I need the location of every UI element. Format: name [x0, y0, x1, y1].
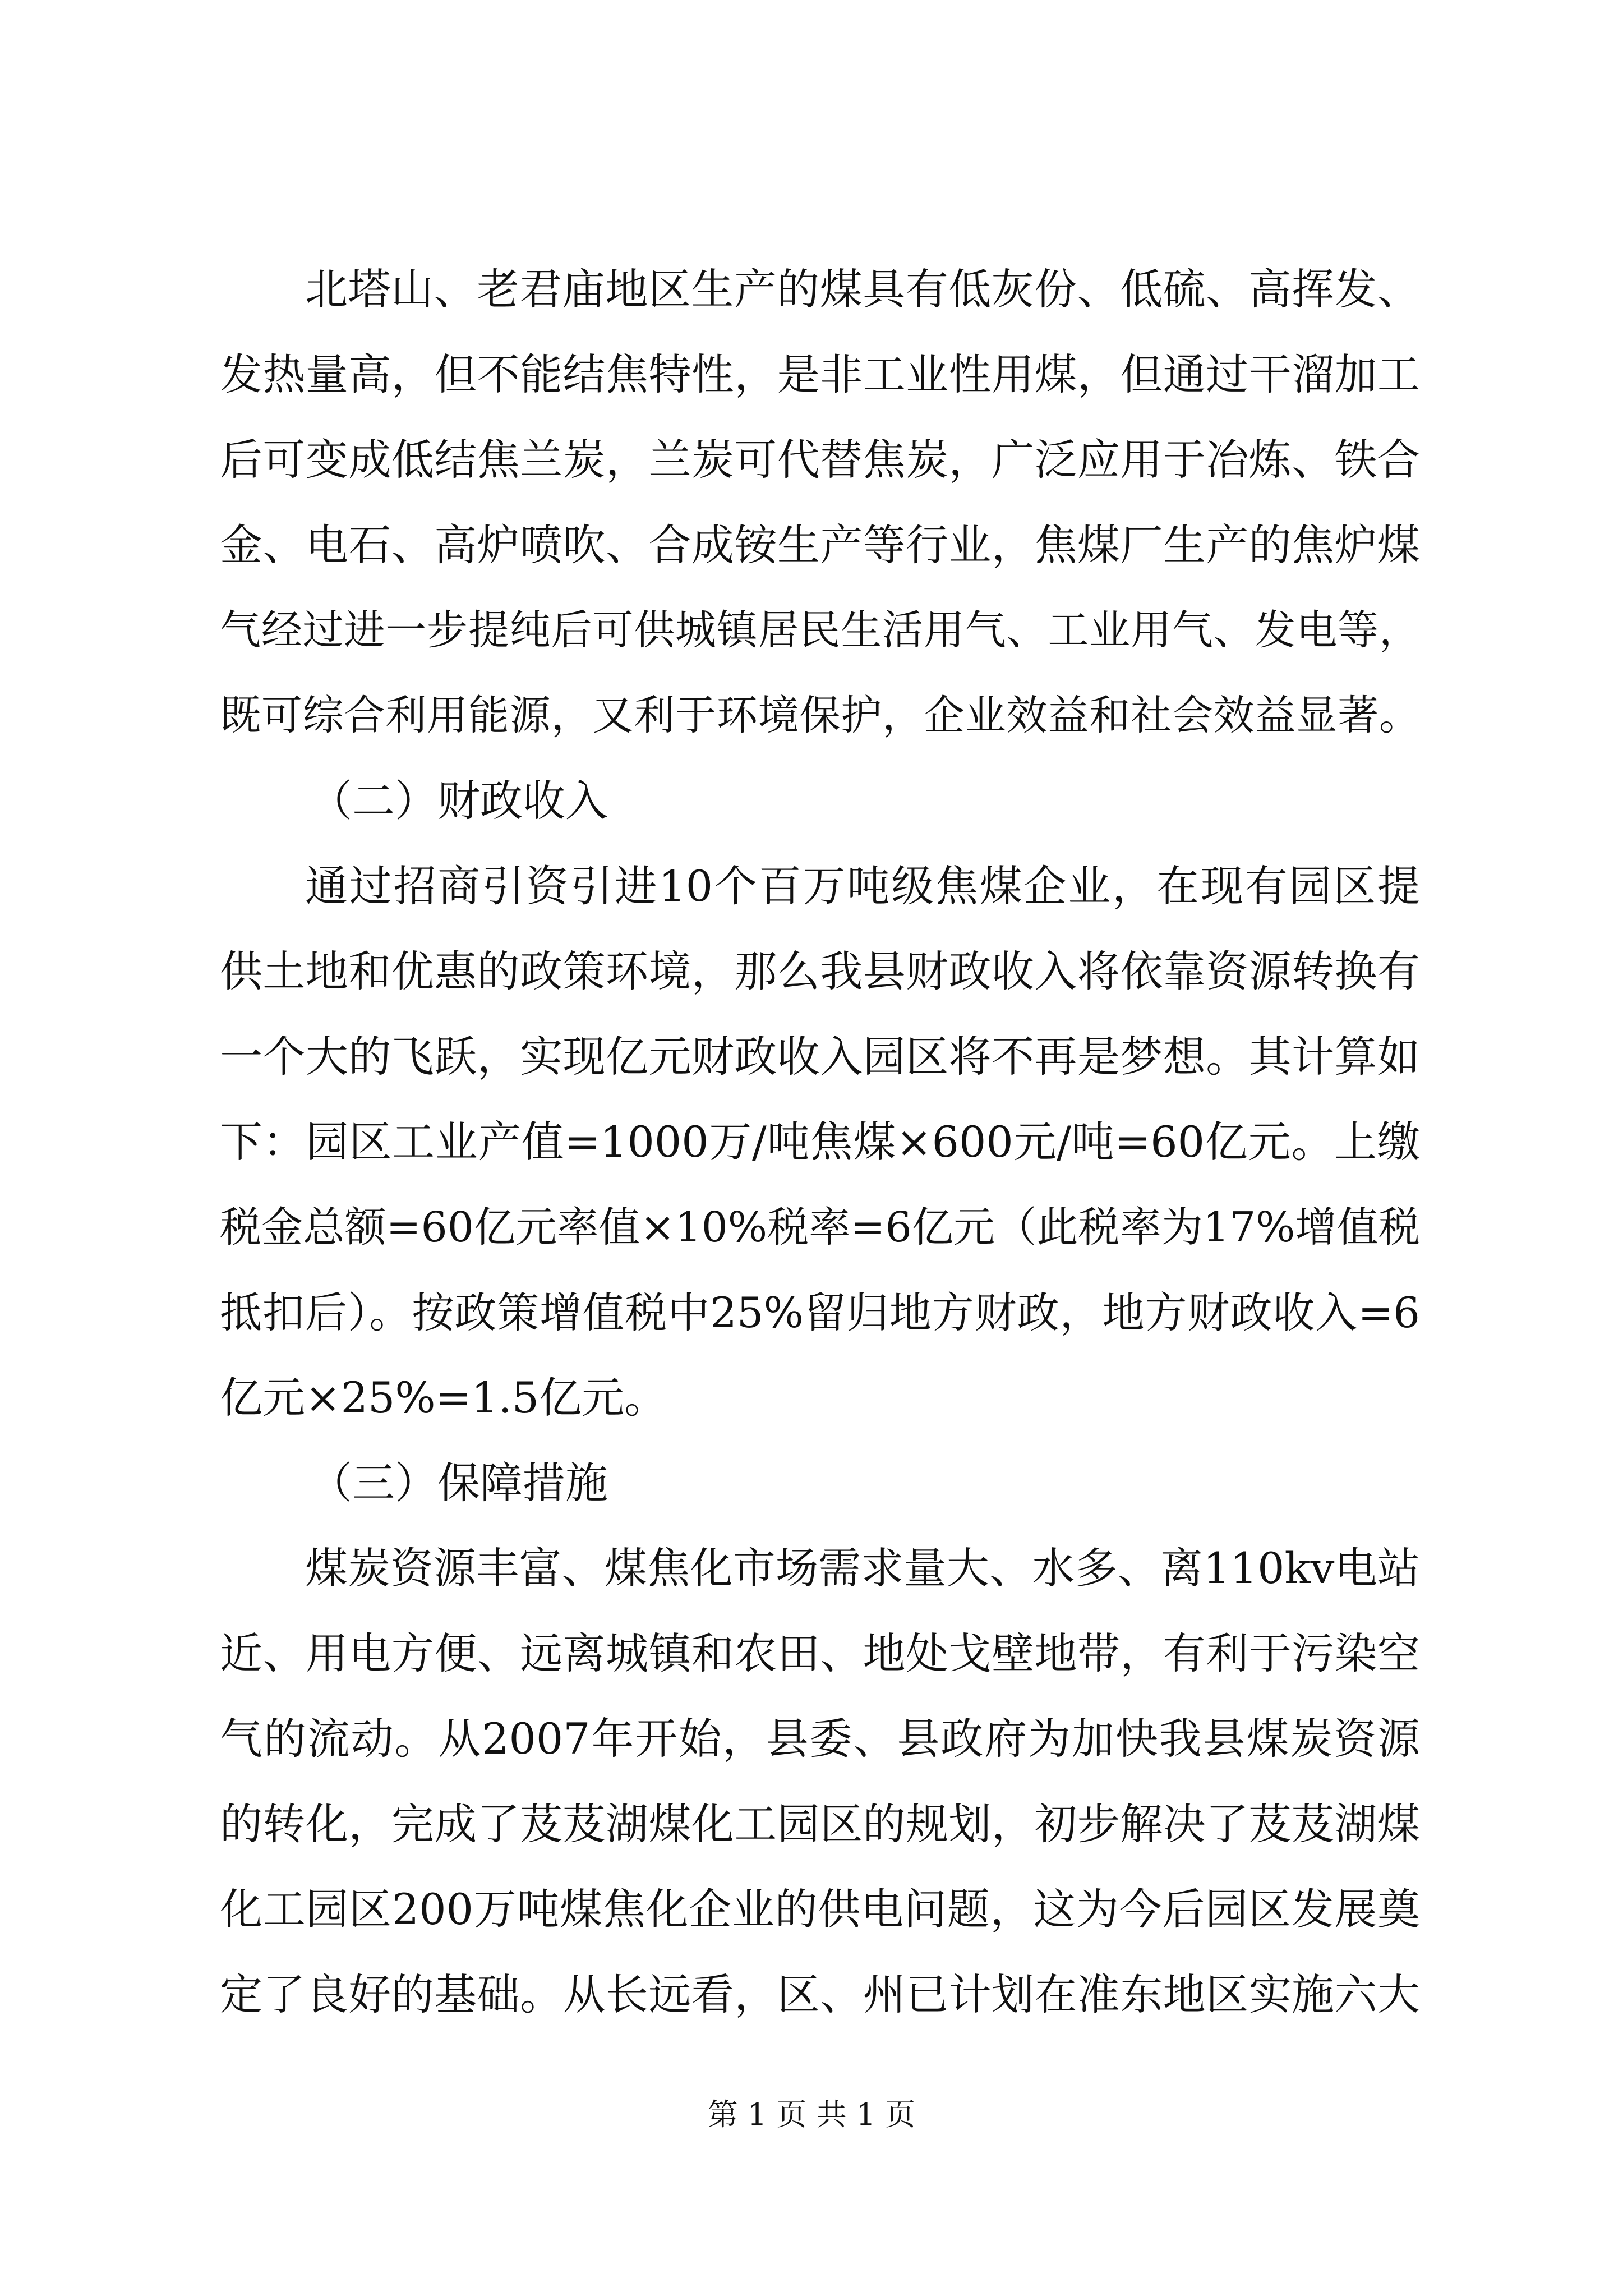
paragraph-2-line: 税金总额=60亿元率值×10%税率=6亿元（此税率为17%增值税 [220, 1203, 1420, 1251]
page-number-footer: 第 1 页 共 1 页 [707, 2097, 916, 2132]
paragraph-1-line: 既可综合利用能源，又利于环境保护，企业效益和社会效益显著。 [220, 692, 1420, 739]
paragraph-1-line: 后可变成低结焦兰炭，兰炭可代替焦炭，广泛应用于冶炼、铁合 [220, 435, 1420, 485]
section-heading-safeguard-measures: （三）保障措施 [310, 1458, 608, 1508]
paragraph-1-line: 气经过进一步提纯后可供城镇居民生活用气、工业用气、发电等， [220, 606, 1420, 654]
paragraph-3-line: 定了良好的基础。从长远看，区、州已计划在准东地区实施六大 [220, 1970, 1420, 2019]
paragraph-3-line: 化工园区200万吨煤焦化企业的供电问题，这为今后园区发展奠 [220, 1884, 1420, 1934]
paragraph-3-line: 煤炭资源丰富、煤焦化市场需求量大、水多、离110kv电站 [305, 1543, 1420, 1593]
paragraph-2-line: 抵扣后）。按政策增值税中25%留归地方财政，地方财政收入=6 [220, 1288, 1420, 1337]
paragraph-1-line: 北塔山、老君庙地区生产的煤具有低灰份、低硫、高挥发、 [305, 264, 1420, 314]
paragraph-1-line: 发热量高，但不能结焦特性，是非工业性用煤，但通过干溜加工 [220, 349, 1420, 399]
paragraph-2-line: 下：园区工业产值=1000万/吨焦煤×600元/吨=60亿元。上缴 [220, 1117, 1420, 1167]
paragraph-2-line: 通过招商引资引进10个百万吨级焦煤企业，在现有园区提 [305, 861, 1420, 911]
paragraph-2-line: 供土地和优惠的政策环境，那么我县财政收入将依靠资源转换有 [220, 946, 1420, 996]
paragraph-2-line: 一个大的飞跃，实现亿元财政收入园区将不再是梦想。其计算如 [220, 1032, 1420, 1082]
paragraph-1-line: 金、电石、高炉喷吹、合成铵生产等行业，焦煤厂生产的焦炉煤 [220, 520, 1420, 570]
document-body [220, 247, 1420, 2037]
section-heading-fiscal-revenue: （二）财政收入 [310, 776, 608, 826]
paragraph-3-line: 气的流动。从2007年开始，县委、县政府为加快我县煤炭资源 [220, 1714, 1420, 1764]
paragraph-3-line: 近、用电方便、远离城镇和农田、地处戈壁地带，有利于污染空 [220, 1628, 1420, 1678]
paragraph-3-line: 的转化，完成了芨芨湖煤化工园区的规划，初步解决了芨芨湖煤 [220, 1799, 1420, 1849]
paragraph-2-line: 亿元×25%=1.5亿元。 [220, 1373, 667, 1423]
